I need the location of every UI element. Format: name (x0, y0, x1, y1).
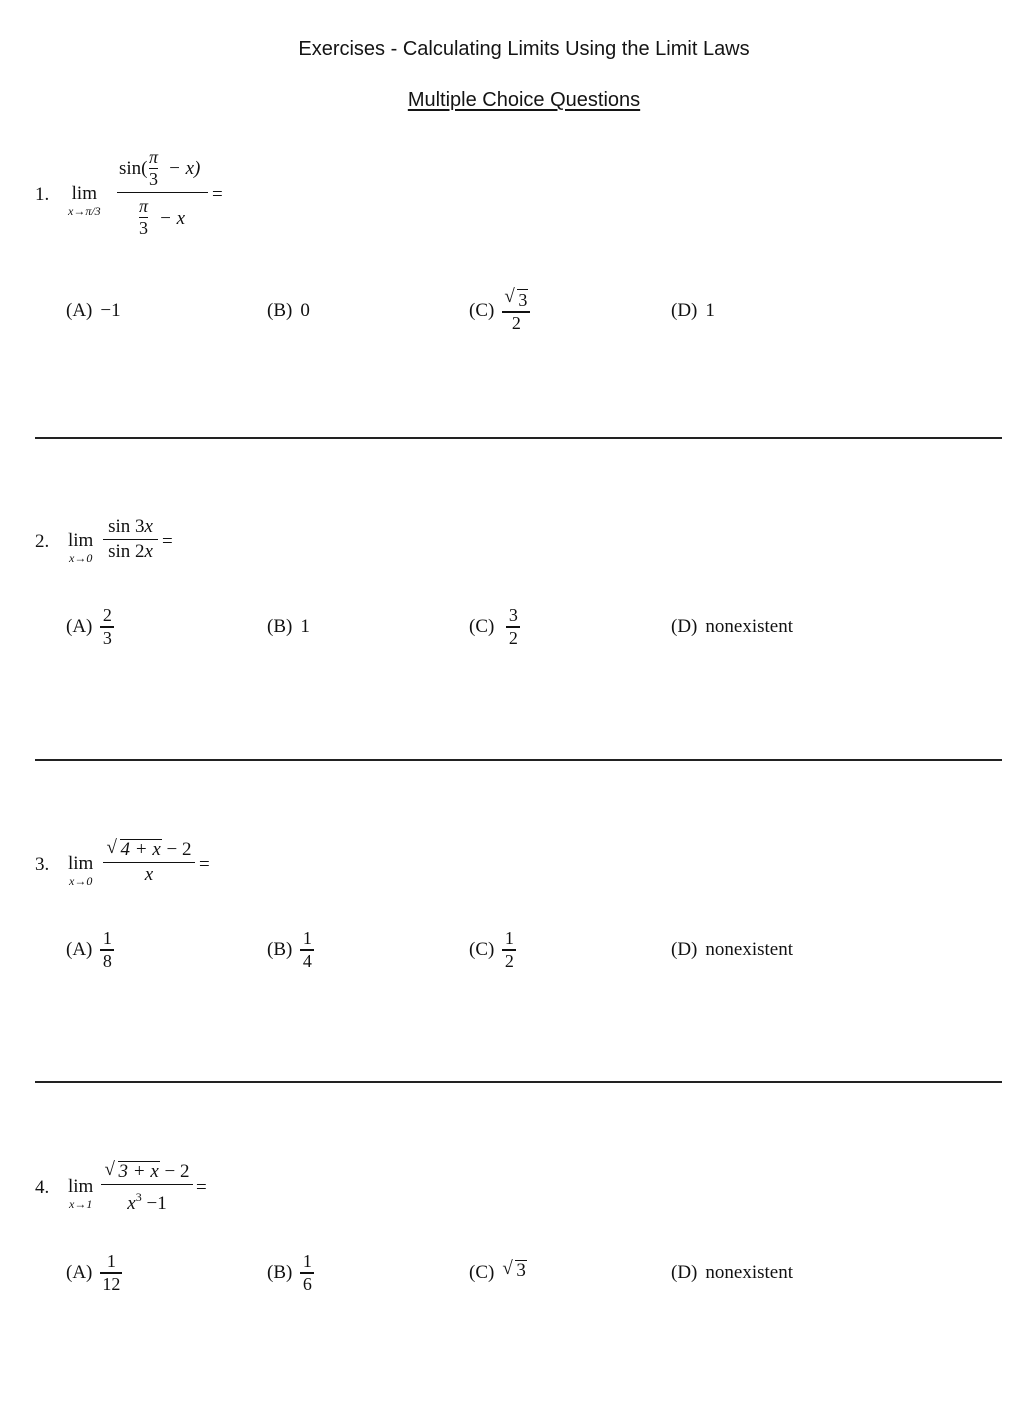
equals-sign: = (212, 184, 223, 205)
choice-label: (D) (671, 616, 698, 637)
choice-d[interactable] (671, 920, 793, 980)
choice-label: (A) (66, 1262, 93, 1283)
choice-label: (D) (671, 300, 698, 321)
section-subtitle: Multiple Choice Questions (407, 89, 641, 111)
equals-sign: = (199, 854, 210, 875)
pi: π (149, 147, 159, 167)
choice-fraction: √ 3 2 (502, 289, 530, 332)
choice-label: (C) (469, 939, 495, 960)
choice-value: nonexistent (705, 1262, 793, 1283)
sqrt-symbol: √ 4 + x (106, 837, 161, 860)
sin-open: sin( (119, 158, 148, 179)
choice-label: (B) (267, 616, 293, 637)
lim-word: lim (68, 853, 94, 874)
minus-x-close: − x) (168, 158, 201, 179)
choice-d[interactable] (671, 281, 715, 341)
question-number: 3. (35, 854, 50, 875)
choice-label: (A) (66, 300, 93, 321)
pi: π (139, 196, 149, 217)
section-divider (35, 759, 1002, 761)
lim-subscript: x→1 (69, 1197, 93, 1211)
choice-a[interactable] (66, 281, 121, 341)
numerator: √ 3 + x − 2 (104, 1159, 190, 1182)
lim-subscript: x→0 (69, 551, 93, 565)
choice-fraction: 1 4 (300, 929, 314, 970)
lim-word: lim (68, 1176, 94, 1197)
three: 3 (139, 218, 149, 239)
choice-d[interactable] (671, 597, 793, 657)
lim-subscript: x→π/3 (68, 204, 101, 218)
choice-label: (B) (267, 1262, 293, 1283)
choice-fraction: 1 6 (300, 1252, 314, 1293)
choice-value: −1 (100, 300, 121, 321)
answer-choices (0, 1243, 1024, 1303)
choice-label: (A) (66, 616, 93, 637)
lim-word: lim (71, 183, 97, 204)
choice-c[interactable] (469, 920, 516, 980)
numerator: sin 3x (108, 516, 153, 537)
choice-fraction: 1 12 (102, 1251, 121, 1294)
lim-word: lim (68, 530, 94, 551)
lim-subscript: x→0 (69, 874, 93, 888)
limit-expression-fraction (103, 838, 195, 887)
choice-d[interactable] (671, 1243, 793, 1303)
choice-b[interactable] (267, 597, 310, 657)
choice-value: 1 (300, 616, 310, 637)
choice-b[interactable] (267, 1243, 314, 1303)
choice-c[interactable] (469, 1243, 527, 1303)
sqrt-symbol: √ 3 (504, 286, 528, 311)
choice-fraction: 1 2 (502, 929, 516, 970)
choice-label: (D) (671, 939, 698, 960)
choice-label: (B) (267, 300, 293, 321)
choice-label: (D) (671, 1262, 698, 1283)
answer-choices (0, 920, 1024, 980)
inner-fraction (139, 197, 148, 238)
choice-a[interactable] (66, 597, 114, 657)
denominator (117, 193, 208, 243)
choice-label: (C) (469, 616, 495, 637)
limit-expression-fraction (101, 1160, 193, 1216)
sqrt-symbol: √ 3 (502, 1258, 526, 1281)
limit-expression-fraction (117, 146, 208, 243)
choice-label: (C) (469, 300, 495, 321)
section-divider (35, 437, 1002, 439)
limit-expression-fraction (103, 515, 158, 564)
equals-sign: = (162, 531, 173, 552)
limit-operator (68, 1177, 93, 1211)
choice-b[interactable] (267, 920, 314, 980)
choice-a[interactable] (66, 920, 114, 980)
choice-fraction: 2 3 (100, 606, 114, 647)
choice-value: 0 (300, 300, 310, 321)
sqrt-symbol: √ 3 + x (104, 1159, 159, 1182)
choice-value: nonexistent (705, 616, 793, 637)
equals-sign: = (196, 1177, 207, 1198)
question-number: 1. (35, 184, 50, 205)
choice-value: nonexistent (705, 939, 793, 960)
choice-label: (C) (469, 1262, 495, 1283)
page-title: Exercises - Calculating Limits Using the Limit Laws (298, 38, 750, 60)
choice-b[interactable] (267, 281, 310, 341)
choice-c[interactable] (469, 597, 520, 657)
numerator: √ 4 + x − 2 (106, 837, 192, 860)
denominator: sin 2x (108, 541, 153, 563)
choice-label: (A) (66, 939, 93, 960)
limit-operator (68, 184, 101, 218)
inner-fraction (149, 148, 158, 189)
answer-choices (0, 281, 1024, 341)
question-number: 4. (35, 1177, 50, 1198)
limit-operator (68, 531, 93, 565)
choice-a[interactable] (66, 1243, 122, 1303)
answer-choices (0, 597, 1024, 657)
three: 3 (149, 169, 159, 190)
denominator: $x^3 -1$ (127, 1190, 167, 1215)
section-divider (35, 1081, 1002, 1083)
choice-label: (B) (267, 939, 293, 960)
numerator (117, 146, 208, 192)
minus-x: − x (159, 208, 186, 230)
denominator: x (144, 864, 154, 886)
choice-fraction: 1 8 (100, 929, 114, 970)
choice-fraction: 3 2 (506, 606, 520, 647)
choice-c[interactable] (469, 281, 530, 341)
limit-operator (68, 854, 93, 888)
question-number: 2. (35, 531, 50, 552)
choice-value: 1 (705, 300, 715, 321)
